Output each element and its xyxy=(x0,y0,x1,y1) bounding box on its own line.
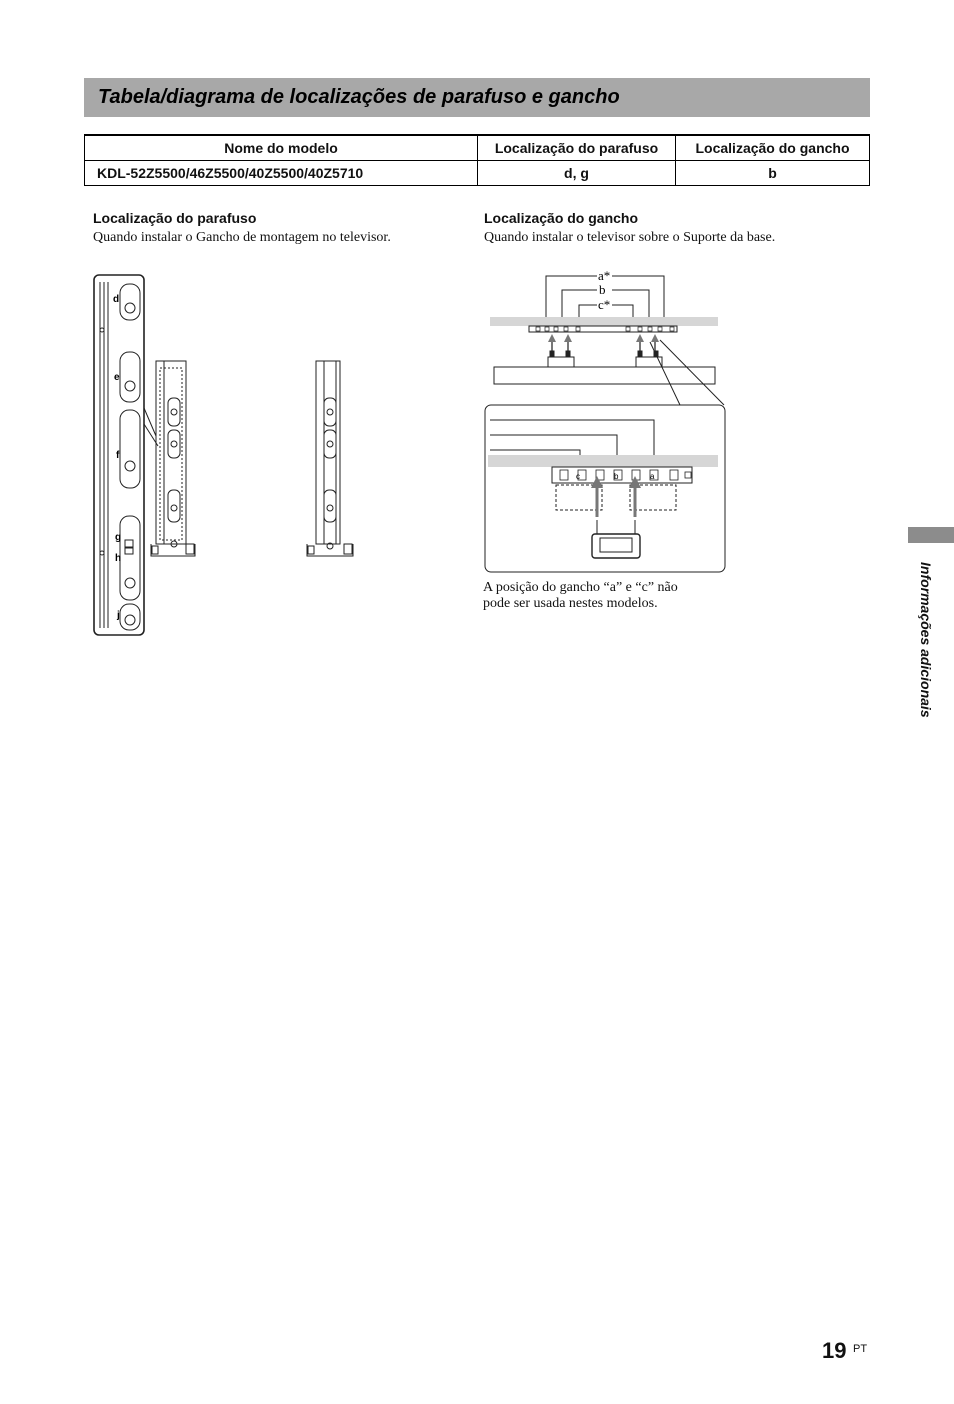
label-d: d xyxy=(113,294,120,305)
table-header-row xyxy=(85,135,870,161)
screw-heading: Localização do parafuso xyxy=(93,210,257,226)
inset-label-c: c xyxy=(576,472,580,481)
side-tab-label: Informações adicionais xyxy=(918,562,934,718)
header-model: Nome do modelo xyxy=(85,135,478,161)
label-c-star: c* xyxy=(598,297,611,312)
page-number: 19 xyxy=(822,1338,847,1363)
location-table xyxy=(84,134,870,186)
page-language: PT xyxy=(853,1343,868,1355)
hook-note xyxy=(483,580,723,612)
inset-label-a: a xyxy=(650,472,655,481)
inset-label-b: b xyxy=(614,472,619,481)
label-g: g xyxy=(115,532,122,543)
cell-model: KDL-52Z5500/46Z5500/40Z5500/40Z5710 xyxy=(85,161,478,186)
label-h: h xyxy=(115,553,122,564)
screw-location-diagram xyxy=(88,268,378,643)
hook-note-line2: pode ser usada nestes modelos. xyxy=(483,596,658,611)
header-hook: Localização do gancho xyxy=(676,135,870,161)
hook-heading: Localização do gancho xyxy=(484,210,639,226)
label-f: f xyxy=(116,450,120,461)
page-title: Tabela/diagrama de localizações de parafuso e gancho xyxy=(98,86,620,108)
cell-hook: b xyxy=(676,161,870,186)
title-bar xyxy=(84,78,870,117)
label-a-star: a* xyxy=(598,268,611,283)
label-j: j xyxy=(117,610,120,621)
label-e: e xyxy=(114,372,120,383)
table-row xyxy=(85,161,870,186)
hook-note-line1: A posição do gancho “a” e “c” não xyxy=(483,580,678,595)
cell-screw: d, g xyxy=(478,161,676,186)
hook-location-diagram xyxy=(480,262,730,577)
label-b: b xyxy=(599,282,606,297)
header-screw: Localização do parafuso xyxy=(478,135,676,161)
hook-text: Quando instalar o televisor sobre o Suporte da base. xyxy=(484,230,776,245)
screw-text: Quando instalar o Gancho de montagem no televisor. xyxy=(93,230,391,245)
side-tab-marker xyxy=(908,527,954,543)
